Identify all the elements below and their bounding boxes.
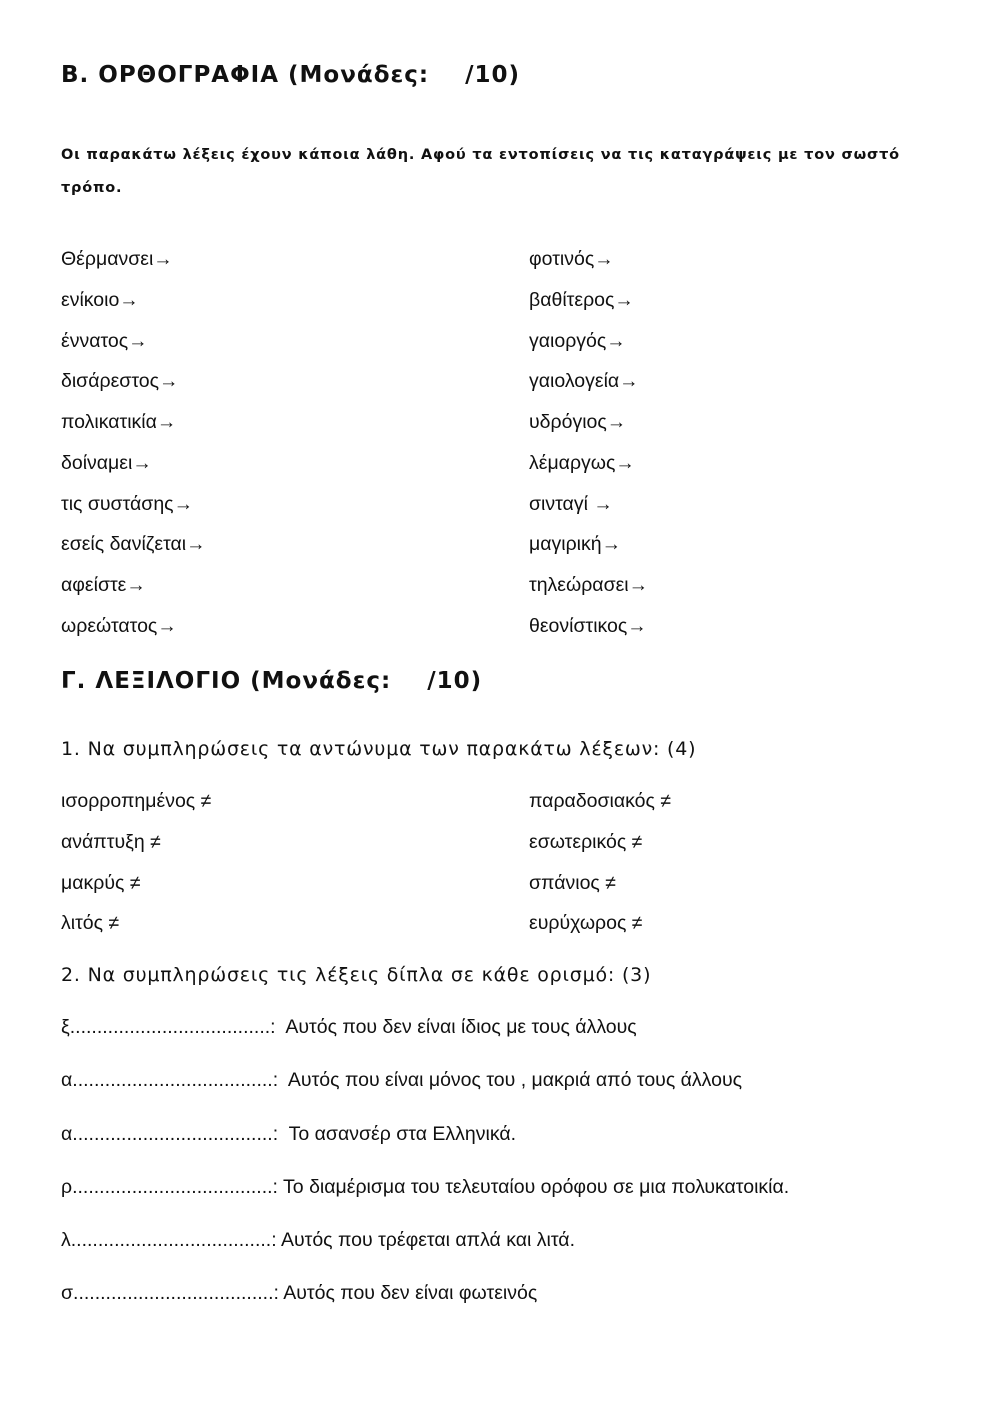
antonym-word: σπάνιος ≠	[529, 872, 616, 894]
spelling-word: θεονίστικος→	[529, 615, 647, 637]
definition-item: σ.....................................: Αυτός που δεν είναι φωτεινός	[61, 1282, 538, 1304]
antonyms-question-title: 1. Να συμπληρώσεις τα αντώνυμα των παρακάτω λέξεων: (4)	[61, 738, 697, 760]
section-c-title: Γ. ΛΕΞΙΛΟΓΙΟ (Μονάδες: /10)	[61, 668, 483, 694]
spelling-word: εσείς δανίζεται→	[61, 533, 206, 555]
spelling-word: γαιοργός→	[529, 330, 626, 352]
spelling-word: ωρεώτατος→	[61, 615, 177, 637]
section-b-instructions: Οι παρακάτω λέξεις έχουν κάποια λάθη. Αφού τα εντοπίσεις να τις καταγράψεις με τον σωστό τρόπο.	[61, 147, 900, 196]
spelling-word: Θέρμανσει→	[61, 248, 173, 270]
spelling-word: δοίναμει→	[61, 452, 152, 474]
spelling-word: δισάρεστος→	[61, 370, 179, 392]
spelling-word: ενίκοιο→	[61, 289, 139, 311]
antonym-word: ισορροπημένος ≠	[61, 790, 212, 812]
definitions-question-title: 2. Να συμπληρώσεις τις λέξεις δίπλα σε κάθε ορισμό: (3)	[61, 964, 652, 986]
section-b-title: Β. ΟΡΘΟΓΡΑΦΙΑ (Μονάδες: /10)	[61, 62, 521, 88]
definition-item: α.....................................: Αυτός που είναι μόνος του , μακριά από τους άλλους	[61, 1069, 743, 1091]
antonym-word: μακρύς ≠	[61, 872, 141, 894]
antonym-word: εσωτερικός ≠	[529, 831, 643, 853]
spelling-word: υδρόγιος→	[529, 411, 627, 433]
spelling-word: σινταγί →	[529, 493, 613, 515]
spelling-word: τηλεώρασει→	[529, 574, 649, 596]
definition-item: λ.....................................: Αυτός που τρέφεται απλά και λιτά.	[61, 1229, 575, 1251]
spelling-word: μαγιρική→	[529, 533, 622, 555]
spelling-word: γαιολογεία→	[529, 370, 639, 392]
antonym-word: λιτός ≠	[61, 912, 120, 934]
spelling-word: αφείστε→	[61, 574, 146, 596]
spelling-word: βαθίτερος→	[529, 289, 634, 311]
antonym-word: ευρύχωρος ≠	[529, 912, 643, 934]
antonym-word: ανάπτυξη ≠	[61, 831, 161, 853]
antonym-word: παραδοσιακός ≠	[529, 790, 672, 812]
definition-item: ρ.....................................: Το διαμέρισμα του τελευταίου ορόφου σε μια πολυκατοικία.	[61, 1176, 790, 1198]
spelling-word: έννατος→	[61, 330, 148, 352]
definition-item: α.....................................: Το ασανσέρ στα Ελληνικά.	[61, 1123, 517, 1145]
spelling-word: πολικατικία→	[61, 411, 177, 433]
spelling-word: φοτινός→	[529, 248, 614, 270]
spelling-word: λέμαργως→	[529, 452, 635, 474]
definition-item: ξ.....................................: Αυτός που δεν είναι ίδιος με τους άλλους	[61, 1016, 637, 1038]
spelling-word: τις συστάσης→	[61, 493, 194, 515]
